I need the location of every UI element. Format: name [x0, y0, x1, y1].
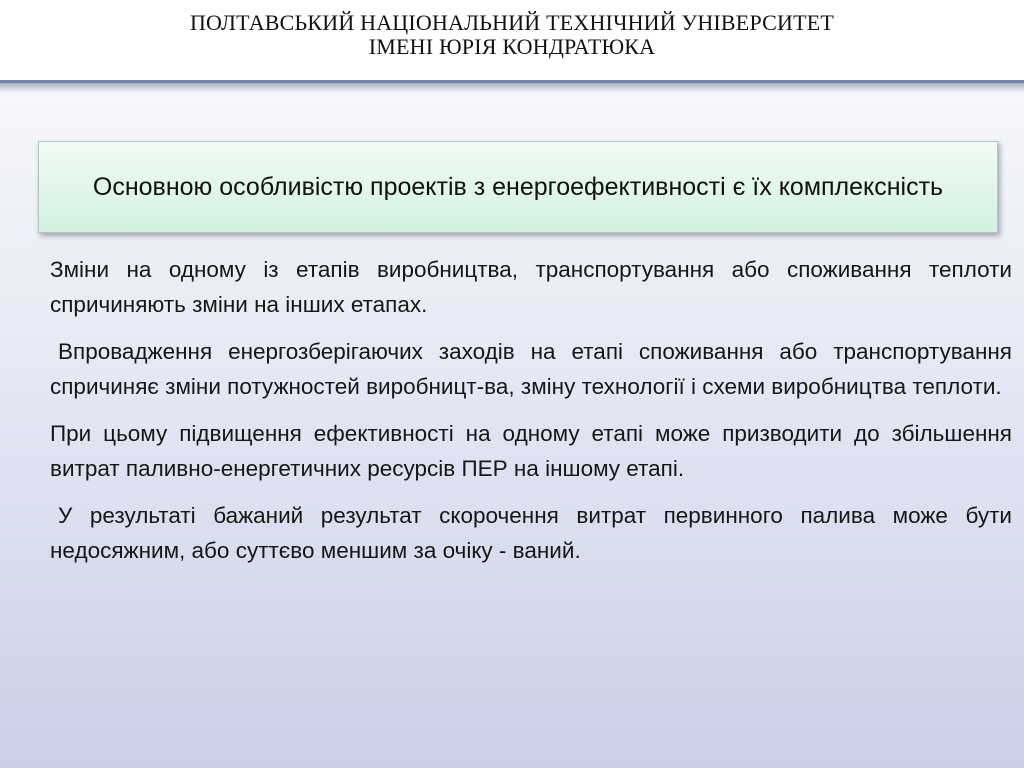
- body-paragraph-2: Впровадження енергозберігаючих заходів на етапі споживання або транспортування спричиняє зміни потужностей виробницт-ва, зміну технології і схеми виробництва теплоти.: [50, 339, 1012, 399]
- slide-body: [50, 252, 1012, 580]
- body-paragraph-1: Зміни на одному із етапів виробництва, транспортування або споживання теплоти спричиняють зміни на інших етапах.: [50, 257, 1012, 317]
- key-statement-callout: [38, 141, 998, 233]
- body-paragraph-4: У результаті бажаний результат скорочення витрат первинного палива може бути недосяжним, або суттєво меншим за очіку - ваний.: [50, 503, 1012, 563]
- university-name-line-1: ПОЛТАВСЬКИЙ НАЦІОНАЛЬНИЙ ТЕХНІЧНИЙ УНІВЕРСИТЕТ: [189, 10, 835, 35]
- university-name-line-2: ІМЕНІ ЮРІЯ КОНДРАТЮКА: [368, 34, 656, 59]
- slide-header: [0, 0, 1024, 80]
- header-divider-shadow: [0, 83, 1024, 93]
- body-paragraph-3: При цьому підвищення ефективності на одному етапі може призводити до збільшення витрат паливно-енергетичних ресурсів ПЕР на іншому етапі.: [50, 421, 1012, 481]
- key-statement-text: Основною особливістю проектів з енергоефективності є їх комплексність: [92, 173, 944, 201]
